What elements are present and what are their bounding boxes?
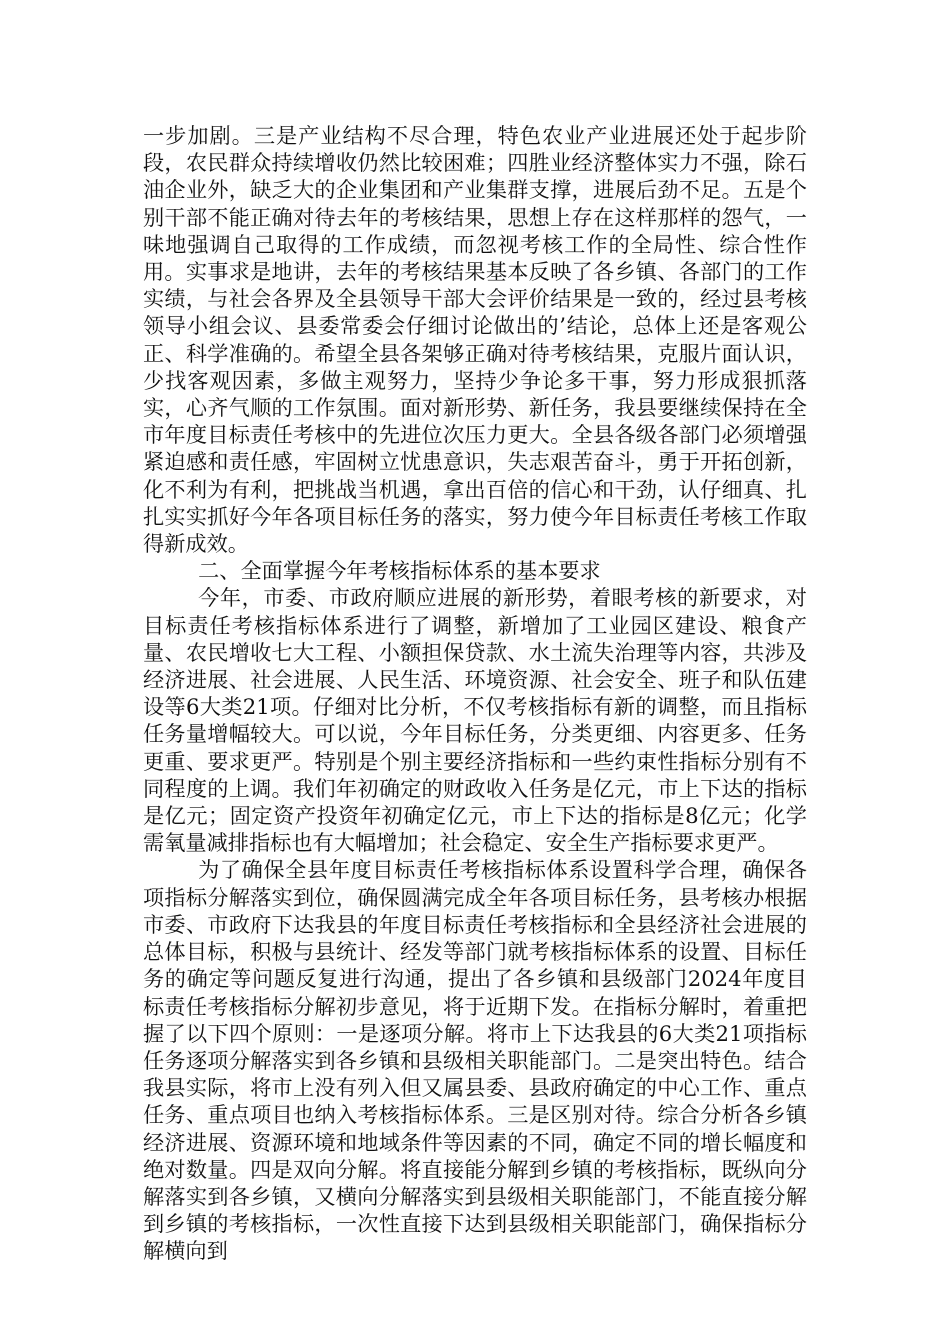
section-heading: 二、全面掌握今年考核指标体系的基本要求: [198, 558, 601, 584]
paragraph-continuation: 一步加剧。三是产业结构不尽合理，特色农业产业进展还处于起步阶段，农民群众持续增收仍然比较困难；四胜业经济整体实力不强，除石油企业外，缺乏大的企业集团和产业集群支撑，进展后劲不足。五是个别干部不能正确对待去年的考核结果，思想上存在这样那样的怨气，一味地强调自己取得的工作成绩，而忽视考核工作的全局性、综合性作用。实事求是地讲，去年的考核结果基本反映了各乡镇、各部门的工作实绩，与社会各界及全县领导干部大会评价结果是一致的，经过县考核领导小组会议、县委常委会仔细讨论做出的’结论，总体上还是客观公正、科学准确的。希望全县各架够正确对待考核结果，克服片面认识，少找客观因素，多做主观努力，坚持少争论多干事，努力形成狠抓落实，心齐气顺的工作氛围。面对新形势、新任务，我县要继续保持在全市年度目标责任考核中的先进位次压力更大。全县各级各部门必须增强紧迫感和责任感，牢固树立忧患意识，失志艰苦奋斗，勇于开拓创新，化不利为有利，把挑战当机遇，拿出百倍的信心和干劲，认仔细真、扎扎实实抓好今年各项目标任务的落实，努力使今年目标责任考核工作取得新成效。: [143, 123, 807, 557]
document-body: [143, 122, 807, 1265]
paragraph-indicator-adjustment: 今年，市委、市政府顺应进展的新形势，着眼考核的新要求，对目标责任考核指标体系进行了调整，新增加了工业园区建设、粮食产量、农民增收七大工程、小额担保贷款、水土流失治理等内容，共涉及经济进展、社会进展、人民生活、环境资源、社会安全、班子和队伍建设等6大类21项。仔细对比分析，不仅考核指标有新的调整，而且指标任务量增幅较大。可以说，今年目标任务，分类更细、内容更多、任务更重、要求更严。特别是个别主要经济指标和一些约束性指标分别有不同程度的上调。我们年初确定的财政收入任务是亿元，市上下达的指标是亿元；固定资产投资年初确定亿元，市上下达的指标是8亿元；化学需氧量减排指标也有大幅增加；社会稳定、安全生产指标要求更严。: [143, 585, 807, 856]
paragraph-indicator-decomposition: 为了确保全县年度目标责任考核指标体系设置科学合理，确保各项指标分解落实到位，确保圆满完成全年各项目标任务，县考核办根据市委、市政府下达我县的年度目标责任考核指标和全县经济社会进展的总体目标，积极与县统计、经发等部门就考核指标体系的设置、目标任务的确定等问题反复进行沟通，提出了各乡镇和县级部门2024年度目标责任考核指标分解初步意见，将于近期下发。在指标分解时，着重把握了以下四个原则：一是逐项分解。将市上下达我县的6大类21项指标任务逐项分解落实到各乡镇和县级相关职能部门。二是突出特色。结合我县实际，将市上没有列入但又属县委、县政府确定的中心工作、重点任务、重点项目也纳入考核指标体系。三是区别对待。综合分析各乡镇经济进展、资源环境和地域条件等因素的不同，确定不同的增长幅度和绝对数量。四是双向分解。将直接能分解到乡镇的考核指标，既纵向分解落实到各乡镇，又横向分解落实到县级相关职能部门，不能直接分解到乡镇的考核指标，一次性直接下达到县级相关职能部门，确保指标分解横向到: [143, 857, 807, 1264]
